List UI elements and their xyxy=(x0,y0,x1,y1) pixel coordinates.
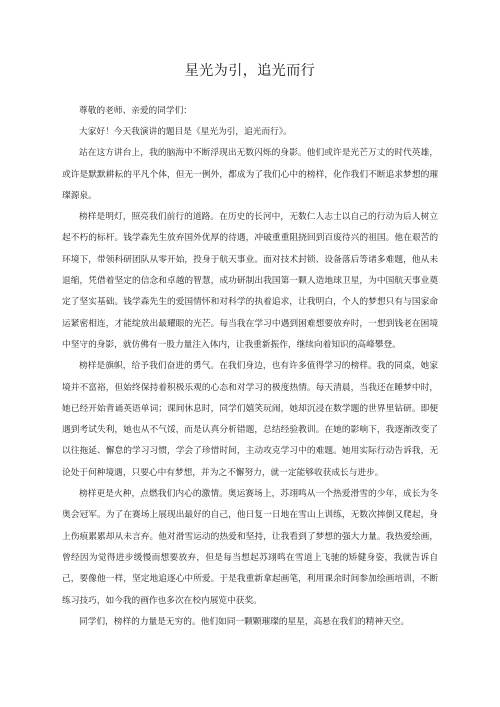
document-title: 星光为引，追光而行 xyxy=(184,63,316,79)
salutation: 尊敬的老师、亲爱的同学们： xyxy=(79,106,192,116)
paragraph-role-model-fire: 榜样更是火种，点燃我们内心的激情。奥运赛场上，苏翊鸣从一个热爱滑雪的少年，成长为冬奥会冠军。为了在赛场上展现出最好的自己，他日复一日地在雪山上训练，无数次摔倒又爬起，身上伤痕累累却从未言弃。他对滑雪运动的热爱和坚持，让我看到了梦想的强大力量。我热爱绘画，曾经因为觉得进步缓慢而想要放弃，但是每当想起苏翊鸣在雪道上飞驰的矫健身姿，我就告诉自己，要像他一样，坚定地追逐心中所爱。于是我重新拿起画笔，利用课余时间参加绘画培训，不断练习技巧，如今我的画作也多次在校内展览中获奖。 xyxy=(62,489,438,606)
paragraph-role-model-flag: 榜样是旗帜，给予我们奋进的勇气。在我们身边，也有许多值得学习的榜样。我的同桌，她家境并不富裕，但始终保持着积极乐观的心态和对学习的极度热情。每天清晨，当我还在睡梦中时，她已经开始背诵英语单词；课间休息时，同学们嬉笑玩闹，她却沉浸在数学题的世界里钻研。即便遇到考试失利，她也从不气馁，而是认真分析错题，总结经验教训。在她的影响下，我逐渐改变了以往拖延、懈怠的学习习惯，学会了珍惜时间，主动攻克学习中的难题。她用实际行动告诉我，无论处于何种境遇，只要心中有梦想，并为之不懈努力，就一定能够收获成长与进步。 xyxy=(62,361,438,478)
paragraph-intro: 站在这方讲台上，我的脑海中不断浮现出无数闪烁的身影。他们或许是光芒万丈的时代英雄，或许是默默耕耘的平凡个体，但无一例外，都成为了我们心中的榜样，化作我们不断追求梦想的璀璨源泉。 xyxy=(62,148,438,201)
paragraph-closing: 同学们，榜样的力量是无穷的。他们如同一颗颗璀璨的星星，高悬在我们的精神天空。 xyxy=(79,616,410,627)
paragraph-greeting: 大家好！今天我演讲的题目是《星光为引，追光而行》。 xyxy=(79,127,292,137)
paragraph-role-model-lamp: 榜样是明灯，照亮我们前行的道路。在历史的长河中，无数仁人志士以自己的行动为后人树立起不朽的标杆。钱学森先生放弃国外优厚的待遇，冲破重重阻挠回到百废待兴的祖国。他在艰苦的环境下，带领科研团队从零开始，投身于航天事业。面对技术封锁、设备落后等诸多难题，他从未退缩，凭借着坚定的信念和卓越的智慧，成功研制出我国第一颗人造地球卫星，为中国航天事业奠定了坚实基础。钱学森先生的爱国情怀和对科学的执着追求，让我明白，个人的梦想只有与国家命运紧密相连，才能绽放出最耀眼的光芒。每当我在学习中遇到困难想要放弃时，一想到钱老在困境中坚守的身影，就仿佛有一股力量注入体内，让我重新振作，继续向着知识的高峰攀登。 xyxy=(62,212,438,350)
